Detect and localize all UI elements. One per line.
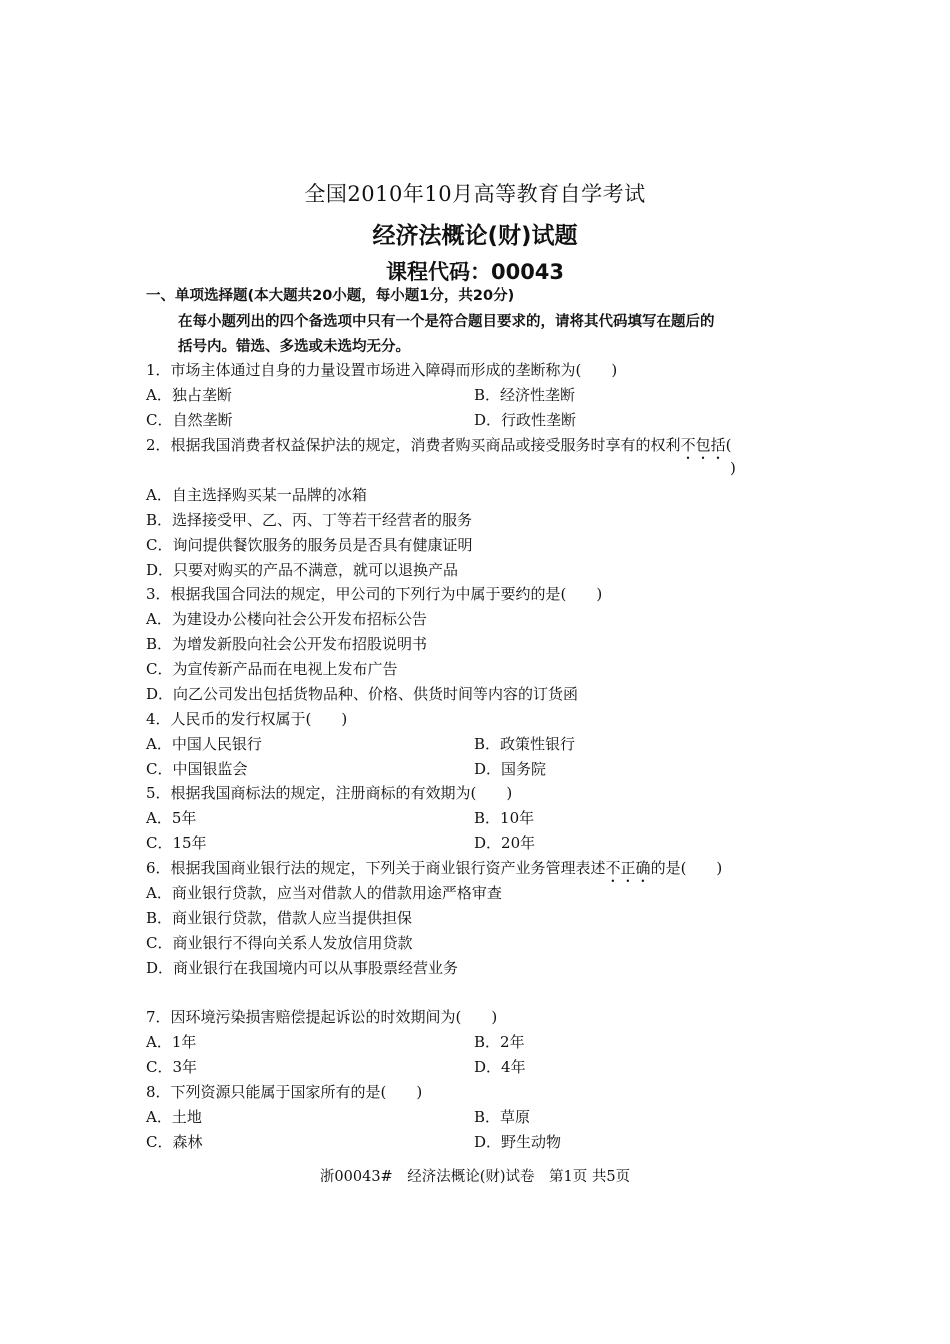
question-7-option-c: C．3年	[146, 1058, 198, 1076]
question-1-option-d: D．行政性垄断	[474, 411, 577, 429]
question-6-stem-text: 6．根据我国商业银行法的规定，下列关于商业银行资产业务管理表述	[146, 859, 606, 877]
question-2-paren-close: )	[730, 459, 736, 477]
question-5-option-d: D．20年	[474, 834, 536, 852]
page-footer: 浙00043# 经济法概论(财)试卷 第1页 共5页	[319, 1169, 631, 1185]
question-4-option-a: A．中国人民银行	[146, 735, 262, 753]
course-code: 课程代码：00043	[385, 260, 565, 284]
question-6-option-a: A．商业银行贷款，应当对借款人的借款用途严格审查	[146, 884, 502, 902]
question-2-option-c: C．询问提供餐饮服务的服务员是否具有健康证明	[146, 536, 473, 554]
question-3-option-a: A．为建设办公楼向社会公开发布招标公告	[146, 610, 427, 628]
section-instruction-2: 括号内。错选、多选或未选均无分。	[178, 339, 410, 355]
question-6-option-c: C．商业银行不得向关系人发放信用贷款	[146, 934, 413, 952]
question-2-stem	[146, 434, 731, 463]
question-8-stem: 8．下列资源只能属于国家所有的是( )	[146, 1083, 423, 1101]
question-5-option-b: B．10年	[474, 809, 535, 827]
question-2-paren-open: (	[725, 436, 732, 454]
question-4-option-d: D．国务院	[474, 760, 547, 778]
question-7-option-a: A．1年	[146, 1033, 197, 1051]
question-3-stem: 3．根据我国合同法的规定，甲公司的下列行为中属于要约的是( )	[146, 585, 603, 603]
question-8-option-b: B．草原	[474, 1108, 531, 1126]
question-4-option-b: B．政策性银行	[474, 735, 576, 753]
question-6-option-b: B．商业银行贷款，借款人应当提供担保	[146, 909, 413, 927]
question-5-option-c: C．15年	[146, 834, 207, 852]
question-5-option-a: A．5年	[146, 809, 197, 827]
question-1-option-c: C．自然垄断	[146, 411, 233, 429]
question-2-emphasis: 不包括	[680, 436, 726, 454]
exam-title: 全国2010年10月高等教育自学考试	[304, 182, 646, 206]
question-1-option-a: A．独占垄断	[146, 386, 232, 404]
question-8-option-a: A．土地	[146, 1108, 202, 1126]
question-1-stem: 1．市场主体通过自身的力量设置市场进入障碍而形成的垄断称为( )	[146, 361, 618, 379]
question-3-option-b: B．为增发新股向社会公开发布招股说明书	[146, 635, 428, 653]
question-6-stem-end: 的是( )	[650, 859, 723, 877]
question-7-option-d: D．4年	[474, 1058, 526, 1076]
section-instruction-1: 在每小题列出的四个备选项中只有一个是符合题目要求的，请将其代码填写在题后的	[178, 314, 715, 330]
section-heading: 一、单项选择题(本大题共20小题，每小题1分，共20分)	[146, 288, 515, 304]
question-2-option-a: A．自主选择购买某一品牌的冰箱	[146, 486, 367, 504]
question-6-emphasis: 不正确	[605, 859, 651, 877]
question-7-stem: 7．因环境污染损害赔偿提起诉讼的时效期间为( )	[146, 1008, 498, 1026]
question-5-stem: 5．根据我国商标法的规定，注册商标的有效期为( )	[146, 784, 513, 802]
question-2-stem-text: 2．根据我国消费者权益保护法的规定，消费者购买商品或接受服务时享有的权利	[146, 436, 681, 454]
question-8-option-d: D．野生动物	[474, 1133, 562, 1151]
question-7-option-b: B．2年	[474, 1033, 525, 1051]
question-8-option-c: C．森林	[146, 1133, 203, 1151]
question-3-option-c: C．为宣传新产品而在电视上发布广告	[146, 660, 398, 678]
question-2-option-d: D．只要对购买的产品不满意，就可以退换产品	[146, 561, 459, 579]
subject-title: 经济法概论(财)试题	[372, 223, 578, 249]
question-2-option-b: B．选择接受甲、乙、丙、丁等若干经营者的服务	[146, 511, 473, 529]
question-6-option-d: D．商业银行在我国境内可以从事股票经营业务	[146, 959, 459, 977]
question-4-option-c: C．中国银监会	[146, 760, 248, 778]
question-4-stem: 4．人民币的发行权属于( )	[146, 710, 348, 728]
question-3-option-d: D．向乙公司发出包括货物品种、价格、供货时间等内容的订货函	[146, 685, 579, 703]
question-1-option-b: B．经济性垄断	[474, 386, 576, 404]
